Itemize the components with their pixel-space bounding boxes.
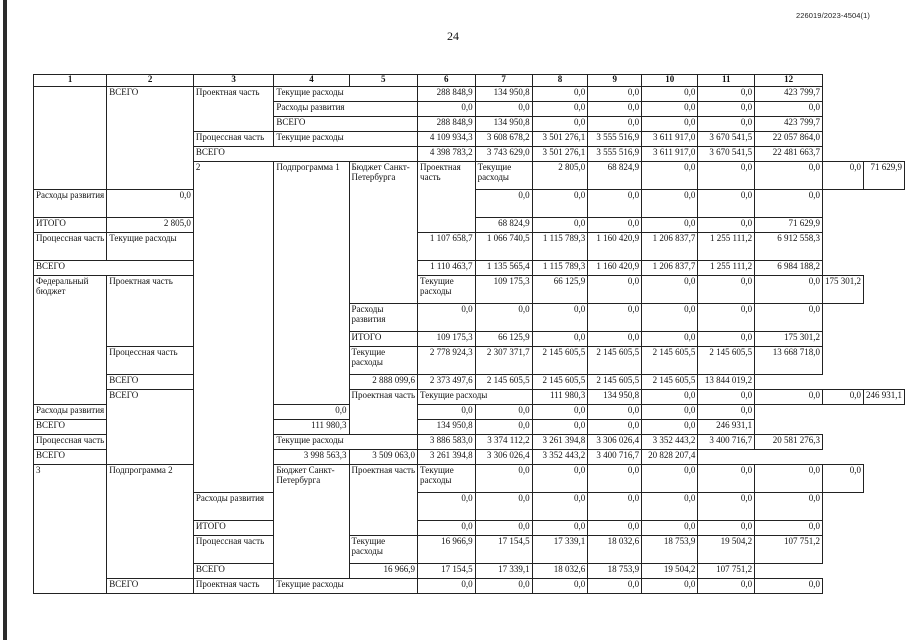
value-cell: 1 160 420,9 [588, 261, 642, 276]
value-cell: 3 555 516,9 [588, 147, 642, 162]
total-row-label: ВСЕГО [274, 117, 418, 132]
value-cell: 0,0 [698, 117, 755, 132]
value-cell: 0,0 [642, 465, 698, 493]
value-cell: 0,0 [588, 190, 642, 218]
value-cell: 17 154,5 [418, 564, 476, 579]
value-cell: 0,0 [642, 390, 698, 405]
value-cell: 68 824,9 [475, 218, 532, 233]
grand-total-label: ВСЕГО [34, 450, 274, 465]
value-cell: 0,0 [475, 304, 532, 332]
value-cell: 175 301,2 [755, 332, 823, 347]
value-cell: 0,0 [698, 405, 755, 420]
budget-source: Федеральный бюджет [34, 276, 107, 405]
col-num-header: 12 [755, 75, 823, 87]
value-cell: 16 966,9 [349, 564, 418, 579]
itogo-label: ИТОГО [34, 218, 107, 233]
value-cell: 246 931,1 [698, 420, 755, 435]
value-cell: 109 175,3 [475, 276, 532, 304]
table-row [34, 87, 905, 102]
value-cell: 0,0 [475, 405, 532, 420]
value-cell: 0,0 [418, 493, 476, 521]
value-cell: 0,0 [698, 162, 755, 190]
value-cell: 18 032,6 [532, 564, 588, 579]
value-cell: 2 145 605,5 [532, 347, 588, 375]
value-cell: 0,0 [755, 579, 823, 594]
value-cell: 0,0 [755, 102, 823, 117]
total-row-label: ВСЕГО [107, 375, 274, 390]
grand-total-label: ВСЕГО [193, 147, 417, 162]
value-cell: 2 145 605,5 [475, 375, 532, 390]
value-cell: 2 145 605,5 [588, 375, 642, 390]
table-row [34, 347, 905, 375]
value-cell: 0,0 [532, 87, 588, 102]
value-cell: 19 504,2 [698, 536, 755, 564]
value-cell: 0,0 [532, 465, 588, 493]
value-cell: 66 125,9 [532, 276, 588, 304]
value-cell: 0,0 [698, 102, 755, 117]
value-cell: 3 608 678,2 [475, 132, 532, 147]
expense-label: Расходы развития [34, 190, 107, 218]
value-cell: 0,0 [642, 162, 698, 190]
value-cell: 13 844 019,2 [698, 375, 755, 390]
value-cell: 0,0 [642, 579, 698, 594]
value-cell: 0,0 [588, 117, 642, 132]
budget-table [33, 74, 905, 594]
value-cell: 175 301,2 [823, 276, 864, 304]
value-cell: 0,0 [642, 276, 698, 304]
value-cell: 0,0 [642, 521, 698, 536]
value-cell: 17 339,1 [532, 536, 588, 564]
expense-label: Текущие расходы [418, 465, 476, 493]
value-cell: 66 125,9 [475, 332, 532, 347]
value-cell: 0,0 [588, 276, 642, 304]
value-cell: 1 066 740,5 [475, 233, 532, 261]
value-cell: 0,0 [532, 420, 588, 435]
value-cell: 1 255 111,2 [698, 233, 755, 261]
value-cell: 20 828 207,4 [642, 450, 698, 465]
value-cell: 2 145 605,5 [698, 347, 755, 375]
subprogram-name: Подпрограмма 1 [274, 162, 349, 405]
table-row [34, 261, 905, 276]
value-cell: 3 509 063,0 [349, 450, 418, 465]
expense-label: Расходы развития [193, 493, 274, 521]
value-cell: 0,0 [532, 493, 588, 521]
value-cell: 1 160 420,9 [588, 233, 642, 261]
value-cell: 1 135 565,4 [475, 261, 532, 276]
value-cell: 288 848,9 [418, 117, 476, 132]
value-cell: 111 980,3 [274, 420, 349, 435]
value-cell: 6 984 188,2 [755, 261, 823, 276]
value-cell: 0,0 [588, 87, 642, 102]
col-num-header: 11 [698, 75, 755, 87]
budget-source: Бюджет Санкт-Петербурга [349, 162, 418, 304]
table-row [34, 390, 905, 405]
value-cell: 1 110 463,7 [418, 261, 476, 276]
itogo-label: ИТОГО [193, 521, 274, 536]
value-cell: 3 555 516,9 [588, 132, 642, 147]
value-cell: 134 950,8 [475, 117, 532, 132]
value-cell: 13 668 718,0 [755, 347, 823, 375]
col-num-header: 2 [107, 75, 194, 87]
col-num-header: 6 [418, 75, 476, 87]
value-cell: 3 611 917,0 [642, 132, 698, 147]
expense-label: Текущие расходы [349, 536, 418, 564]
value-cell: 1 206 837,7 [642, 233, 698, 261]
value-cell: 0,0 [642, 405, 698, 420]
value-cell: 0,0 [755, 493, 823, 521]
value-cell: 18 032,6 [588, 536, 642, 564]
value-cell: 0,0 [823, 162, 864, 190]
budget-source: Бюджет Санкт-Петербурга [274, 465, 349, 579]
total-row-label: ВСЕГО [34, 420, 194, 435]
value-cell: 3 743 629,0 [475, 147, 532, 162]
value-cell: 18 753,9 [642, 536, 698, 564]
value-cell: 18 753,9 [588, 564, 642, 579]
value-cell: 6 912 558,3 [755, 233, 823, 261]
column-number-row [34, 75, 905, 87]
itogo-label: ИТОГО [349, 332, 418, 347]
value-cell: 134 950,8 [588, 390, 642, 405]
value-cell: 1 115 789,3 [532, 233, 588, 261]
value-cell: 0,0 [823, 465, 864, 493]
value-cell: 0,0 [475, 579, 532, 594]
value-cell: 0,0 [642, 493, 698, 521]
value-cell: 0,0 [588, 521, 642, 536]
value-cell: 22 057 864,0 [755, 132, 823, 147]
value-cell: 3 501 276,1 [532, 147, 588, 162]
value-cell: 3 501 276,1 [532, 132, 588, 147]
value-cell: 0,0 [532, 117, 588, 132]
value-cell: 0,0 [698, 218, 755, 233]
table-row [34, 579, 905, 594]
value-cell: 0,0 [475, 420, 532, 435]
subprogram-name: Подпрограмма 2 [107, 465, 194, 579]
value-cell: 0,0 [588, 579, 642, 594]
value-cell: 17 339,1 [475, 564, 532, 579]
value-cell: 0,0 [107, 190, 194, 218]
value-cell: 0,0 [642, 87, 698, 102]
value-cell: 2 145 605,5 [642, 347, 698, 375]
value-cell: 0,0 [823, 390, 864, 405]
section-process-label: Процессная часть [193, 536, 274, 564]
table-row [34, 375, 905, 390]
value-cell: 0,0 [698, 521, 755, 536]
value-cell: 2 805,0 [532, 162, 588, 190]
value-cell: 0,0 [755, 162, 823, 190]
value-cell: 3 352 443,2 [532, 450, 588, 465]
value-cell: 0,0 [532, 332, 588, 347]
value-cell: 0,0 [588, 332, 642, 347]
value-cell: 0,0 [698, 390, 755, 405]
col-num-header: 8 [532, 75, 588, 87]
value-cell: 0,0 [698, 304, 755, 332]
value-cell: 0,0 [642, 117, 698, 132]
total-label: ВСЕГО [107, 390, 194, 465]
value-cell: 1 115 789,3 [532, 261, 588, 276]
value-cell: 2 145 605,5 [642, 375, 698, 390]
value-cell: 0,0 [755, 390, 823, 405]
value-cell: 0,0 [588, 304, 642, 332]
value-cell: 3 400 716,7 [698, 435, 755, 450]
total-row-label: ВСЕГО [34, 261, 194, 276]
col-num-header: 10 [642, 75, 698, 87]
section-project-label: Проектная часть [193, 579, 274, 594]
section-process-label: Процессная часть [193, 132, 274, 147]
value-cell: 0,0 [588, 218, 642, 233]
value-cell: 3 261 394,8 [418, 450, 476, 465]
section-project-label: Проектная часть [349, 465, 418, 536]
section-project-label: Проектная часть [107, 276, 194, 347]
value-cell: 0,0 [418, 304, 476, 332]
value-cell: 2 888 099,6 [349, 375, 418, 390]
col-num-header: 9 [588, 75, 642, 87]
expense-label: Текущие расходы [274, 435, 418, 450]
expense-label: Текущие расходы [274, 579, 418, 594]
expense-label: Текущие расходы [418, 390, 533, 405]
value-cell: 3 611 917,0 [642, 147, 698, 162]
value-cell: 3 261 394,8 [532, 435, 588, 450]
row-number-cell: 2 [193, 162, 274, 493]
value-cell: 20 581 276,3 [755, 435, 823, 450]
value-cell: 0,0 [418, 579, 476, 594]
table-row [34, 405, 905, 420]
value-cell: 71 629,9 [755, 218, 823, 233]
value-cell: 0,0 [642, 190, 698, 218]
section-process-label: Процессная часть [107, 347, 194, 375]
value-cell: 3 352 443,2 [642, 435, 698, 450]
table-row [34, 450, 905, 465]
value-cell: 2 778 924,3 [418, 347, 476, 375]
total-label: ВСЕГО [107, 579, 194, 594]
value-cell: 2 307 371,7 [475, 347, 532, 375]
value-cell: 0,0 [532, 521, 588, 536]
value-cell: 2 805,0 [107, 218, 194, 233]
scan-edge-bar [3, 0, 7, 640]
value-cell: 0,0 [698, 465, 755, 493]
section-project-label: Проектная часть [193, 87, 274, 132]
value-cell: 0,0 [532, 405, 588, 420]
value-cell: 288 848,9 [418, 87, 476, 102]
document-id: 226019/2023-4504(1) [795, 11, 870, 20]
value-cell: 1 206 837,7 [642, 261, 698, 276]
value-cell: 0,0 [642, 102, 698, 117]
value-cell: 0,0 [698, 493, 755, 521]
row-number-cell [34, 87, 107, 190]
expense-label: Текущие расходы [418, 276, 476, 304]
value-cell: 4 109 934,3 [418, 132, 476, 147]
expense-label: Расходы развития [349, 304, 418, 332]
expense-label: Текущие расходы [107, 233, 194, 261]
value-cell: 0,0 [532, 218, 588, 233]
value-cell: 0,0 [588, 493, 642, 521]
value-cell: 0,0 [475, 493, 532, 521]
value-cell: 2 373 497,6 [418, 375, 476, 390]
table-row [34, 420, 905, 435]
value-cell: 0,0 [475, 521, 532, 536]
value-cell: 17 154,5 [475, 536, 532, 564]
value-cell: 3 374 112,2 [475, 435, 532, 450]
value-cell: 0,0 [532, 579, 588, 594]
value-cell: 19 504,2 [642, 564, 698, 579]
value-cell: 3 998 563,3 [274, 450, 349, 465]
col-num-header: 4 [274, 75, 349, 87]
value-cell: 68 824,9 [588, 162, 642, 190]
value-cell: 2 145 605,5 [588, 347, 642, 375]
value-cell: 0,0 [755, 465, 823, 493]
value-cell: 0,0 [475, 190, 532, 218]
value-cell: 0,0 [755, 190, 823, 218]
value-cell: 0,0 [274, 405, 349, 420]
value-cell: 0,0 [588, 420, 642, 435]
value-cell: 3 306 026,4 [475, 450, 532, 465]
value-cell: 16 966,9 [418, 536, 476, 564]
value-cell: 0,0 [642, 304, 698, 332]
section-process-label: Процессная часть [34, 435, 107, 450]
total-row-label: ВСЕГО [193, 564, 349, 579]
value-cell: 0,0 [698, 332, 755, 347]
expense-label: Текущие расходы [475, 162, 532, 190]
value-cell: 0,0 [418, 102, 476, 117]
section-process-label: Процессная часть [34, 233, 107, 261]
value-cell: 1 255 111,2 [698, 261, 755, 276]
value-cell: 0,0 [642, 218, 698, 233]
total-label: ВСЕГО [107, 87, 194, 190]
expense-label: Расходы развития [274, 102, 418, 117]
value-cell: 0,0 [642, 420, 698, 435]
value-cell: 107 751,2 [755, 536, 823, 564]
value-cell: 3 886 583,0 [418, 435, 476, 450]
col-num-header: 3 [193, 75, 274, 87]
value-cell: 4 398 783,2 [418, 147, 476, 162]
value-cell: 134 950,8 [418, 420, 476, 435]
value-cell: 3 670 541,5 [698, 132, 755, 147]
value-cell: 0,0 [642, 332, 698, 347]
section-project-label: Проектная часть [349, 390, 418, 435]
value-cell: 3 400 716,7 [588, 450, 642, 465]
value-cell: 0,0 [588, 405, 642, 420]
value-cell: 0,0 [588, 102, 642, 117]
value-cell: 423 799,7 [755, 117, 823, 132]
table-row [34, 233, 905, 261]
value-cell: 0,0 [755, 304, 823, 332]
value-cell: 134 950,8 [475, 87, 532, 102]
expense-label: Расходы развития [34, 405, 194, 420]
section-project-label: Проектная часть [418, 162, 476, 233]
value-cell: 423 799,7 [755, 87, 823, 102]
value-cell: 0,0 [698, 190, 755, 218]
col-num-header: 7 [475, 75, 532, 87]
value-cell: 0,0 [755, 521, 823, 536]
value-cell: 107 751,2 [698, 564, 755, 579]
value-cell: 0,0 [532, 102, 588, 117]
value-cell: 0,0 [588, 465, 642, 493]
expense-label: Текущие расходы [274, 132, 418, 147]
value-cell: 0,0 [532, 190, 588, 218]
value-cell: 0,0 [418, 405, 476, 420]
value-cell: 22 481 663,7 [755, 147, 823, 162]
value-cell: 3 670 541,5 [698, 147, 755, 162]
page-number: 24 [447, 29, 459, 43]
value-cell: 246 931,1 [864, 390, 905, 405]
value-cell: 0,0 [475, 465, 532, 493]
expense-label: Текущие расходы [349, 347, 418, 375]
col-num-header: 5 [349, 75, 418, 87]
value-cell: 0,0 [698, 276, 755, 304]
value-cell: 0,0 [475, 102, 532, 117]
value-cell: 1 107 658,7 [418, 233, 476, 261]
table-row [34, 465, 905, 493]
value-cell: 2 145 605,5 [532, 375, 588, 390]
value-cell: 0,0 [698, 87, 755, 102]
value-cell: 0,0 [532, 304, 588, 332]
value-cell: 0,0 [698, 579, 755, 594]
value-cell: 3 306 026,4 [588, 435, 642, 450]
table-row [34, 276, 905, 304]
col-num-header: 1 [34, 75, 107, 87]
value-cell: 71 629,9 [864, 162, 905, 190]
value-cell: 0,0 [418, 521, 476, 536]
row-number-cell: 3 [34, 465, 107, 594]
expense-label: Текущие расходы [274, 87, 418, 102]
value-cell: 111 980,3 [532, 390, 588, 405]
value-cell: 0,0 [755, 276, 823, 304]
value-cell: 109 175,3 [418, 332, 476, 347]
